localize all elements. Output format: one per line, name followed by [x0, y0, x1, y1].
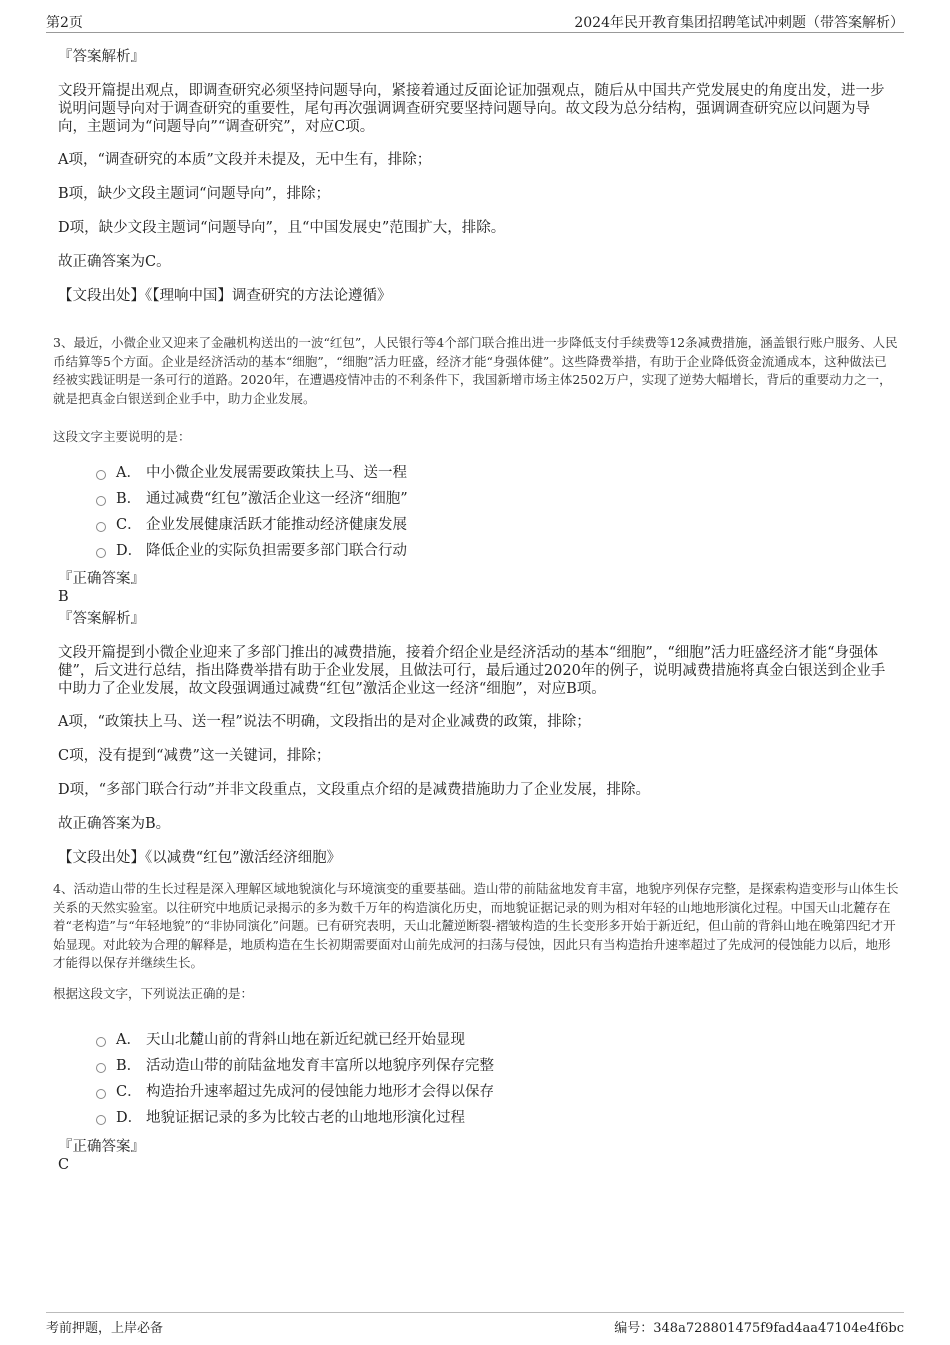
q3-analysis-text: 文段开篇提到小微企业迎来了多部门推出的减费措施，接着介绍企业是经济活动的基本“细胞”，“细胞”活力旺盛经济才能“身强体健”，后文进行总结，指出降费举措有助于企业发展，且做法可行，最后通过2020年的例子，说明减费措施将真金白银送到企业手中助力了企业发展，故文段强调通过减费“红包”激活企业这一经济“细胞”，对应B项。: [58, 645, 886, 697]
q3-note-d: D项，“多部门联合行动”并非文段重点，文段重点介绍的是减费措施助力了企业发展，排除。: [58, 782, 650, 798]
q3-question: 这段文字主要说明的是：: [53, 429, 191, 444]
option-text: 地貌证据记录的多为比较古老的山地地形演化过程: [146, 1110, 465, 1126]
radio-icon[interactable]: [96, 522, 106, 532]
q4-answer: C: [58, 1157, 70, 1173]
radio-icon[interactable]: [96, 548, 106, 558]
option-text: 构造抬升速率超过先成河的侵蚀能力地形才会得以保存: [146, 1084, 494, 1100]
q2-note-a: A项，“调查研究的本质”文段并未提及，无中生有，排除；: [58, 152, 432, 168]
option-letter: A．: [116, 1032, 141, 1048]
page-header: [46, 12, 904, 33]
q4-option-c[interactable]: [96, 1082, 494, 1102]
q3-stem: 3、最近，小微企业又迎来了金融机构送出的一波“红包”，人民银行等4个部门联合推出进一步降低支付手续费等12条减费措施，涵盖银行账户服务、人民币结算等5个方面。企业是经济活动的基本“细胞”，“细胞”活力旺盛，经济才能“身强体健”。这些降费举措，有助于企业降低资金流通成本，这种做法已经被实践证明是一条可行的道路。2020年，在遭遇疫情冲击的不利条件下，我国新增市场主体2502万户，实现了逆势大幅增长，背后的重要动力之一，就是把真金白银送到企业手中，助力企业发展。: [53, 335, 898, 406]
radio-icon[interactable]: [96, 1089, 106, 1099]
q2-note-d: D项，缺少文段主题词“问题导向”，且“中国发展史”范围扩大，排除。: [58, 220, 506, 236]
option-letter: B．: [116, 491, 142, 507]
option-letter: C．: [116, 517, 142, 533]
option-text: 通过减费“红包”激活企业这一经济“细胞”: [146, 491, 408, 507]
q2-conclusion: 故正确答案为C。: [58, 254, 171, 270]
radio-icon[interactable]: [96, 1063, 106, 1073]
q3-option-c[interactable]: [96, 515, 407, 535]
q2-analysis-text: 文段开篇提出观点，即调查研究必须坚持问题导向，紧接着通过反面论证加强观点，随后从中国共产党发展史的角度出发，进一步说明问题导向对于调查研究的重要性，尾句再次强调调查研究要坚持问题导向。故文段为总分结构，强调调查研究应以问题为导向，主题词为“问题导向”“调查研究”，对应C项。: [58, 83, 885, 135]
option-letter: A．: [116, 465, 141, 481]
q2-analysis-label: 『答案解析』: [58, 49, 145, 65]
q3-conclusion: 故正确答案为B。: [58, 816, 171, 832]
document-title: 2024年民开教育集团招聘笔试冲刺题（带答案解析）: [574, 15, 904, 31]
q3-answer-label: 『正确答案』: [58, 571, 145, 587]
footer-code: [614, 1317, 904, 1336]
page-number: 第2页: [46, 15, 83, 31]
q2-source: 【文段出处】《【理响中国】调查研究的方法论遵循》: [58, 288, 392, 304]
footer-code-label: 编号：: [614, 1321, 654, 1336]
q3-option-a[interactable]: [96, 463, 407, 483]
q2-note-b: B项，缺少文段主题词“问题导向”，排除；: [58, 186, 330, 202]
q3-analysis-label: 『答案解析』: [58, 611, 145, 627]
option-letter: B．: [116, 1058, 142, 1074]
footer-code-value: 348a728801475f9fad4aa47104e4f6bc: [653, 1321, 904, 1336]
q4-answer-label: 『正确答案』: [58, 1139, 145, 1155]
option-text: 活动造山带的前陆盆地发育丰富所以地貌序列保存完整: [146, 1058, 494, 1074]
radio-icon[interactable]: [96, 470, 106, 480]
option-text: 中小微企业发展需要政策扶上马、送一程: [146, 465, 407, 481]
option-letter: D．: [116, 543, 143, 559]
page-footer: [46, 1312, 904, 1338]
footer-slogan: 考前押题，上岸必备: [46, 1321, 164, 1336]
q3-note-c: C项，没有提到“减费”这一关键词，排除；: [58, 748, 331, 764]
q3-option-b[interactable]: [96, 489, 408, 509]
q3-option-d[interactable]: [96, 541, 407, 561]
option-text: 天山北麓山前的背斜山地在新近纪就已经开始显现: [146, 1032, 465, 1048]
q4-stem: 4、活动造山带的生长过程是深入理解区域地貌演化与环境演变的重要基础。造山带的前陆盆地发育丰富，地貌序列保存完整，是探索构造变形与山体生长关系的天然实验室。以往研究中地质记录揭示的多为数千万年的构造演化历史，而地貌证据记录的则为相对年轻的山地地形演化过程。中国天山北麓存在着“老构造”与“年轻地貌”的“非协同演化”问题。已有研究表明，天山北麓逆断裂-褶皱构造的生长变形多开始于新近纪，但山前的背斜山地在晚第四纪才开始显现。对此较为合理的解释是，地质构造在生长初期需要面对山前先成河的扫荡与侵蚀，因此只有当构造抬升速率超过了先成河的侵蚀能力以后，地形才能得以保存并继续生长。: [53, 881, 899, 970]
q4-question: 根据这段文字，下列说法正确的是：: [53, 986, 254, 1001]
q4-option-d[interactable]: [96, 1108, 465, 1128]
radio-icon[interactable]: [96, 1037, 106, 1047]
q3-source: 【文段出处】《以减费“红包”激活经济细胞》: [58, 850, 342, 866]
option-text: 企业发展健康活跃才能推动经济健康发展: [146, 517, 407, 533]
q3-note-a: A项，“政策扶上马、送一程”说法不明确，文段指出的是对企业减费的政策，排除；: [58, 714, 591, 730]
option-letter: D．: [116, 1110, 143, 1126]
q3-answer: B: [58, 589, 69, 605]
option-text: 降低企业的实际负担需要多部门联合行动: [146, 543, 407, 559]
radio-icon[interactable]: [96, 496, 106, 506]
q4-option-a[interactable]: [96, 1030, 465, 1050]
radio-icon[interactable]: [96, 1115, 106, 1125]
option-letter: C．: [116, 1084, 142, 1100]
q4-option-b[interactable]: [96, 1056, 494, 1076]
